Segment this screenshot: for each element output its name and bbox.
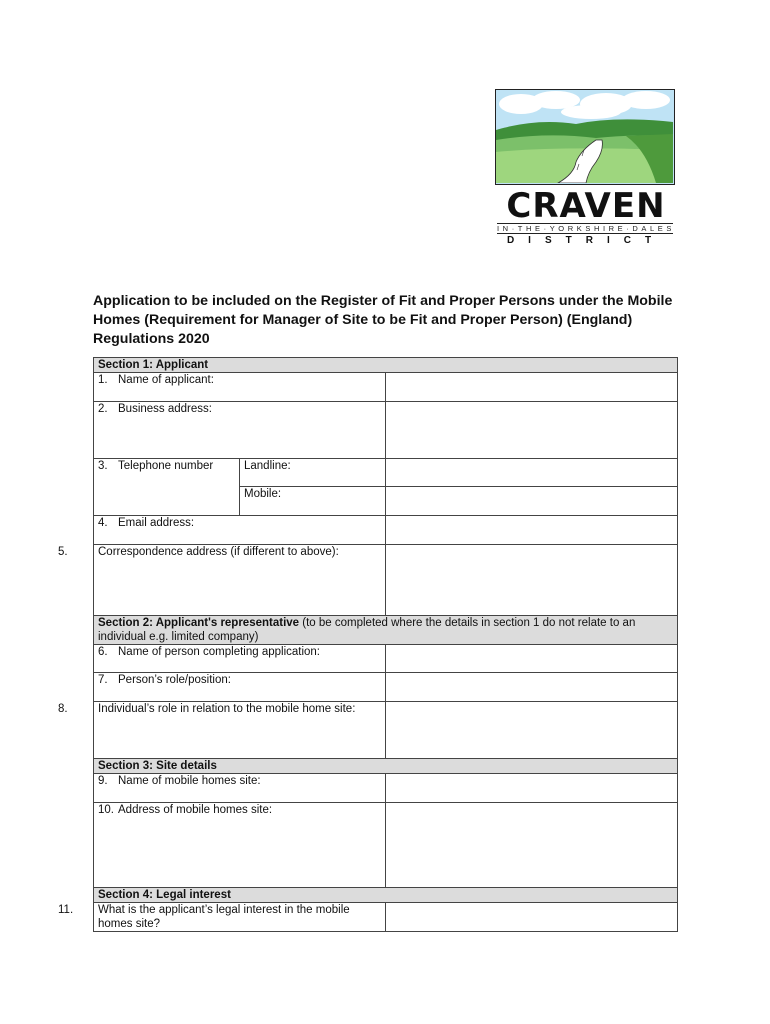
field-label-11: 11. What is the applicant’s legal interest in the mobile homes site?	[94, 903, 386, 932]
mobile-input[interactable]	[386, 487, 678, 516]
field-label-5: 5. Correspondence address (if different to above):	[94, 545, 386, 616]
legal-interest-input[interactable]	[386, 903, 678, 932]
person-completing-input[interactable]	[386, 645, 678, 673]
logo-tagline: IN·THE·YORKSHIRE·DALES	[497, 224, 675, 233]
field-label-1: 1. Name of applicant:	[94, 373, 386, 402]
form-row-11	[94, 903, 678, 932]
business-address-input[interactable]	[386, 402, 678, 459]
field-label-2: 2. Business address:	[94, 402, 386, 459]
section-4-header	[94, 888, 678, 903]
form-row-10	[94, 803, 678, 888]
logo-wordmark: CRAVEN	[506, 186, 666, 226]
field-label-3: 3. Telephone number	[94, 459, 240, 516]
dales-landscape-image	[495, 89, 675, 185]
field-label-10: 10. Address of mobile homes site:	[94, 803, 386, 888]
form-row-2	[94, 402, 678, 459]
form-row-4	[94, 516, 678, 545]
craven-logo	[495, 89, 675, 247]
section-4-heading: Section 4: Legal interest	[94, 888, 678, 903]
applicant-name-input[interactable]	[386, 373, 678, 402]
section-2-header	[94, 616, 678, 645]
logo-district: DISTRICT	[506, 235, 666, 246]
field-label-9: 9. Name of mobile homes site:	[94, 774, 386, 803]
application-form-table	[58, 357, 678, 932]
correspondence-address-input[interactable]	[386, 545, 678, 616]
section-2-note: (to be completed where the details in section 1 do not relate to an individual e.g. limited company)	[98, 617, 636, 643]
email-input[interactable]	[386, 516, 678, 545]
field-label-8: 8. Individual’s role in relation to the mobile home site:	[94, 702, 386, 759]
field-label-6: 6. Name of person completing application:	[94, 645, 386, 673]
form-row-7	[94, 673, 678, 702]
form-row-8	[94, 702, 678, 759]
field-label-4: 4. Email address:	[94, 516, 386, 545]
mobile-label: Mobile:	[240, 487, 386, 516]
site-name-input[interactable]	[386, 774, 678, 803]
form-title: Application to be included on the Register of Fit and Proper Persons under the Mobile Homes (Requirement for Manager of Site to be Fit and Proper Person) (England) Regulations 2020	[93, 293, 673, 347]
landline-label: Landline:	[240, 459, 386, 487]
form-row-5	[94, 545, 678, 616]
section-1-header	[94, 358, 678, 373]
form-row-9	[94, 774, 678, 803]
form-row-1	[94, 373, 678, 402]
field-label-7: 7. Person’s role/position:	[94, 673, 386, 702]
site-address-input[interactable]	[386, 803, 678, 888]
individual-role-input[interactable]	[386, 702, 678, 759]
section-2-heading: Section 2: Applicant's representative (to be completed where the details in section 1 do not relate to an individual e.g. limited company)	[94, 616, 678, 645]
form-row-6	[94, 645, 678, 673]
role-position-input[interactable]	[386, 673, 678, 702]
section-3-header	[94, 759, 678, 774]
landline-input[interactable]	[386, 459, 678, 487]
form-row-3-landline	[94, 459, 678, 487]
section-3-heading: Section 3: Site details	[94, 759, 678, 774]
section-1-heading: Section 1: Applicant	[94, 358, 678, 373]
